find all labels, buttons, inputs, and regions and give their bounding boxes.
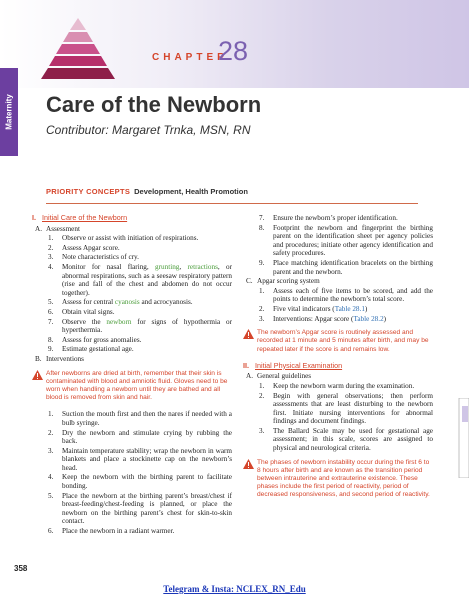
subheading-assessment: A. Assessment xyxy=(35,224,80,233)
highlighted-term: cyanosis xyxy=(114,298,140,307)
item-number: 5. xyxy=(48,298,54,307)
list-item xyxy=(32,318,232,335)
item-number: 2. xyxy=(48,428,54,437)
subheading-general-guidelines: A. General guidelines xyxy=(246,372,312,381)
list-item xyxy=(32,244,232,253)
list-item xyxy=(243,427,433,453)
warning-icon xyxy=(243,329,254,339)
item-number: 7. xyxy=(259,214,265,222)
intervention-list-continued xyxy=(243,214,433,276)
priority-concepts-value: Development, Health Promotion xyxy=(134,187,248,196)
list-item xyxy=(32,527,232,536)
item-number: 3. xyxy=(259,426,265,435)
item-number: 3. xyxy=(48,446,54,455)
footer-link[interactable]: Telegram & Insta: NCLEX_RN_Edu xyxy=(163,584,306,594)
item-text: The Ballard Scale may be used for gestational age assessment; in this scale, scores are assigned to physical and neurological criteria. xyxy=(273,426,433,453)
item-text: Observe or assist with initiation of respirations. xyxy=(62,234,199,243)
list-item xyxy=(32,429,232,446)
item-text: Assess for central xyxy=(62,298,115,307)
chapter-label: CHAPTER xyxy=(152,52,229,63)
item-number: 2. xyxy=(48,243,54,252)
item-number: 6. xyxy=(48,527,54,536)
assessment-list xyxy=(32,234,232,354)
intervention-list xyxy=(32,410,232,535)
item-number: 8. xyxy=(48,335,54,344)
item-text: Footprint the newborn and fingerprint the birthing parent on the identification sheet per agency policies and procedures; initiate other agency identification and safety procedures. xyxy=(273,223,433,258)
list-item xyxy=(32,447,232,473)
subheading-apgar: C. Apgar scoring system xyxy=(246,277,320,286)
item-text: Place matching identification bracelets on the birthing parent and the newborn. xyxy=(273,258,433,276)
item-number: 2. xyxy=(259,391,265,400)
list-item xyxy=(243,382,433,391)
item-text: Obtain vital signs. xyxy=(62,307,115,316)
item-text: Assess Apgar score. xyxy=(62,243,120,252)
list-item xyxy=(32,336,232,345)
list-item xyxy=(243,224,433,258)
item-text: Place the newborn in a radiant warmer. xyxy=(62,527,175,536)
item-number: 4. xyxy=(48,262,54,271)
list-item xyxy=(32,345,232,354)
item-text: ) xyxy=(383,314,387,323)
item-text: Assess each of five items to be scored, and add the points to determine the newborn’s total score. xyxy=(273,286,433,304)
item-text: , or abnormal respirations, such as a seesaw respiratory pattern (rise and fall of the chest and abdomen do not occur together). xyxy=(62,262,232,297)
list-item xyxy=(243,287,433,304)
section-heading: I. Initial Care of the Newborn xyxy=(32,213,128,222)
item-number: 1. xyxy=(48,410,54,419)
left-column xyxy=(32,214,232,537)
warning-icon xyxy=(243,459,254,469)
item-text: Suction the mouth first and then the nares if needed with a bulb syringe. xyxy=(62,410,232,427)
item-number: 3. xyxy=(48,253,54,262)
alert-note: The newborn’s Apgar score is routinely assessed and recorded at 1 minute and 5 minutes after birth, and may be repeated later if the score is and remains low. xyxy=(243,329,433,354)
list-item xyxy=(243,214,433,223)
item-text: Ensure the newborn’s proper identification. xyxy=(273,214,398,222)
item-number: 4. xyxy=(48,473,54,482)
highlighted-term: newborn xyxy=(106,317,132,326)
list-item xyxy=(243,305,433,314)
item-text: Observe the xyxy=(62,317,107,326)
item-text: ) xyxy=(364,304,368,313)
list-item xyxy=(32,308,232,317)
section-side-tab xyxy=(0,68,18,156)
item-text: Interventions: Apgar score ( xyxy=(273,314,354,323)
list-item xyxy=(32,234,232,243)
highlighted-term: Table 28.2 xyxy=(353,314,384,323)
chapter-title: Care of the Newborn xyxy=(46,92,262,117)
list-item xyxy=(32,263,232,297)
item-text: and acrocyanosis. xyxy=(139,298,193,307)
item-text: , xyxy=(179,262,188,271)
subheading-interventions: B. Interventions xyxy=(35,354,84,363)
priority-concepts-bar xyxy=(46,187,418,204)
side-tab-label: Maternity xyxy=(4,94,14,130)
contributor-line: Contributor: Margaret Trnka, MSN, RN xyxy=(46,123,251,137)
item-text: Five vital indicators ( xyxy=(273,304,335,313)
highlighted-term: grunting xyxy=(155,262,180,271)
page-edge-tab xyxy=(455,398,469,478)
list-item xyxy=(243,259,433,276)
list-item xyxy=(243,315,433,324)
right-column xyxy=(243,214,433,508)
item-number: 5. xyxy=(48,491,54,500)
item-text: Note characteristics of cry. xyxy=(62,253,139,262)
priority-concepts-label: PRIORITY CONCEPTS xyxy=(46,187,131,196)
item-text: Keep the newborn warm during the examination. xyxy=(273,381,415,390)
exam-list xyxy=(243,382,433,453)
item-text: Dry the newborn and stimulate crying by rubbing the back. xyxy=(62,428,232,446)
list-item xyxy=(243,392,433,426)
list-item xyxy=(32,253,232,262)
item-text: Begin with general observations; then perform assessments that are least disturbing to the newborn first. Initiate nursing interventions for abnormal findings and document findings. xyxy=(273,391,433,426)
item-text: Assess for gross anomalies. xyxy=(62,335,142,344)
chapter-number: 28 xyxy=(218,36,249,66)
list-item xyxy=(32,298,232,307)
item-number: 3. xyxy=(259,314,265,323)
list-item xyxy=(32,473,232,490)
item-text: Keep the newborn with the birthing parent to facilitate bonding. xyxy=(62,473,232,491)
list-item xyxy=(32,410,232,427)
section-heading: II. Initial Physical Examination xyxy=(243,360,343,370)
item-number: 9. xyxy=(48,345,54,354)
item-number: 1. xyxy=(48,234,54,243)
page-number: 358 xyxy=(14,564,28,573)
alert-note: The phases of newborn instability occur during the first 6 to 8 hours after birth and are known as the transition period between intrauterine and extrauterine existence. These phases include the first period of reactivity, period of decreased responsiveness, and second period of reactivity. xyxy=(243,459,433,500)
item-number: 7. xyxy=(48,317,54,326)
item-number: 6. xyxy=(48,307,54,316)
apgar-list xyxy=(243,287,433,323)
item-text: Place the newborn at the birthing parent’s breast/chest if breast-feeding/chest-feeding is planned, or place the newborn on the birthing parent’s chest for skin-to-skin contact. xyxy=(62,491,232,526)
item-number: 1. xyxy=(259,381,265,390)
item-text: Monitor for nasal flaring, xyxy=(62,262,156,271)
warning-icon xyxy=(32,370,43,380)
list-item xyxy=(32,492,232,526)
item-number: 9. xyxy=(259,258,265,267)
highlighted-term: retractions xyxy=(187,262,218,271)
pyramid-logo xyxy=(38,16,118,86)
item-text: for signs of hypothermia or hyperthermia. xyxy=(62,317,232,335)
alert-note: After newborns are dried at birth, remember that their skin is contaminated with blood and amniotic fluid. Gloves need to be worn when handling a newborn until they are bathed and all blood is removed from skin and hair. xyxy=(32,370,232,403)
item-number: 8. xyxy=(259,223,265,232)
item-number: 2. xyxy=(259,304,265,313)
item-number: 1. xyxy=(259,286,265,295)
item-text: Estimate gestational age. xyxy=(62,345,134,354)
item-text: Maintain temperature stability; wrap the newborn in warm blankets and place a stockinette cap on the newborn’s head. xyxy=(62,446,232,472)
highlighted-term: Table 28.1 xyxy=(334,304,365,313)
